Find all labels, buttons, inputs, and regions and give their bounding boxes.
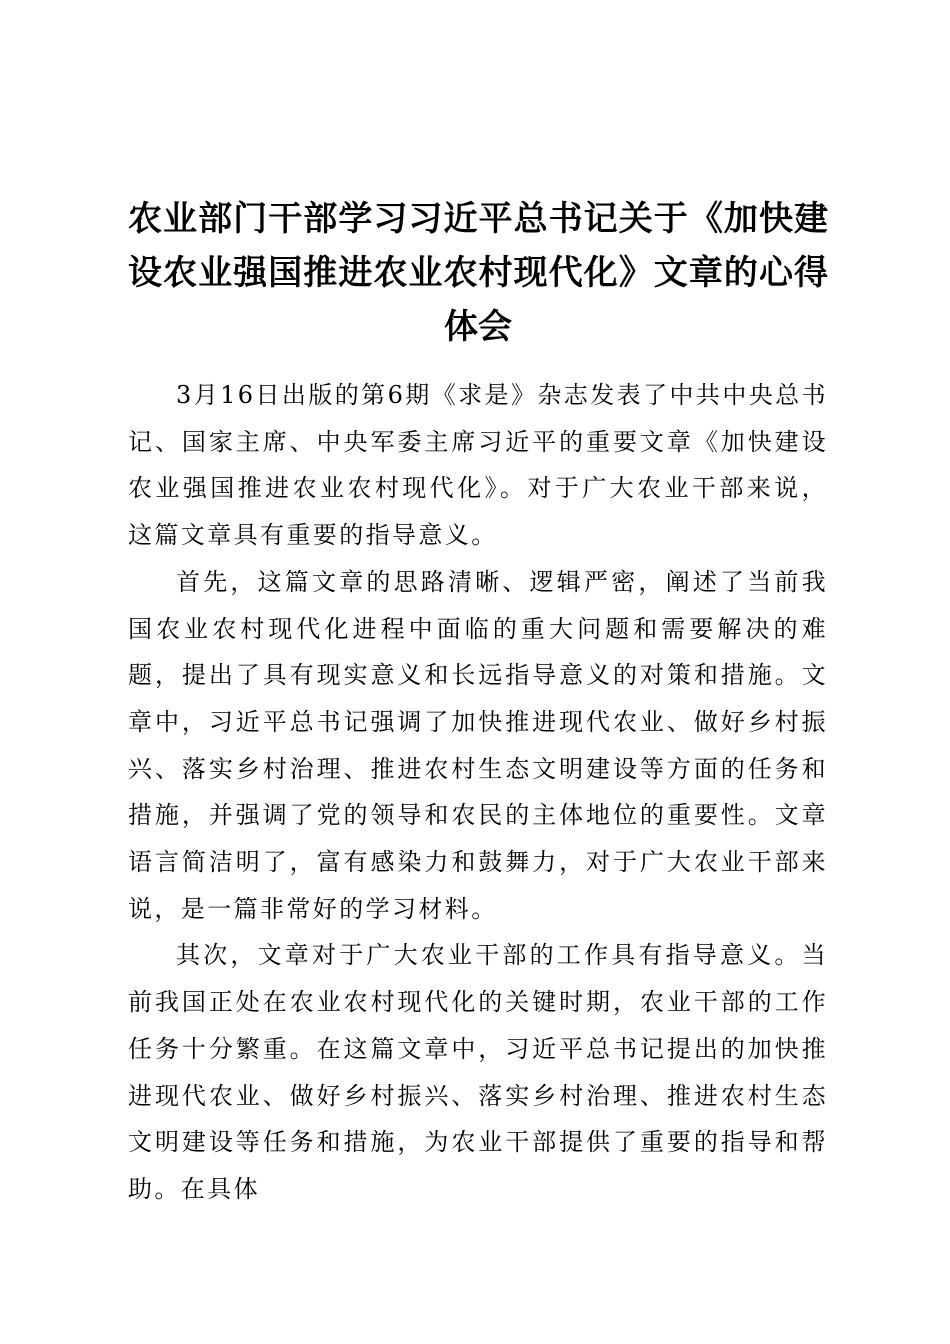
paragraph-first-point: 首先，这篇文章的思路清晰、逻辑严密，阐述了当前我国农业农村现代化进程中面临的重大问题和需要解决的难题，提出了具有现实意义和长远指导意义的对策和措施。文章中，习近平总书记强调了加快推进现代农业、做好乡村振兴、落实乡村治理、推进农村生态文明建设等方面的任务和措施，并强调了党的领导和农民的主体地位的重要性。文章语言简洁明了，富有感染力和鼓舞力，对于广大农业干部来说，是一篇非常好的学习材料。 <box>128 567 828 923</box>
paragraph-second-point: 其次，文章对于广大农业干部的工作具有指导意义。当前我国正处在农业农村现代化的关键时期，农业干部的工作任务十分繁重。在这篇文章中，习近平总书记提出的加快推进现代农业、做好乡村振兴、落实乡村治理、推进农村生态文明建设等任务和措施，为农业干部提供了重要的指导和帮助。在具体 <box>128 941 828 1203</box>
paragraph-intro: 3月16日出版的第6期《求是》杂志发表了中共中央总书记、国家主席、中央军委主席习近平的重要文章《加快建设农业强国推进农业农村现代化》。对于广大农业干部来说，这篇文章具有重要的指导意义。 <box>128 381 828 550</box>
document-title: 农业部门干部学习习近平总书记关于《加快建设农业强国推进农业农村现代化》文章的心得体会 <box>128 199 828 347</box>
document-body <box>128 372 828 1213</box>
